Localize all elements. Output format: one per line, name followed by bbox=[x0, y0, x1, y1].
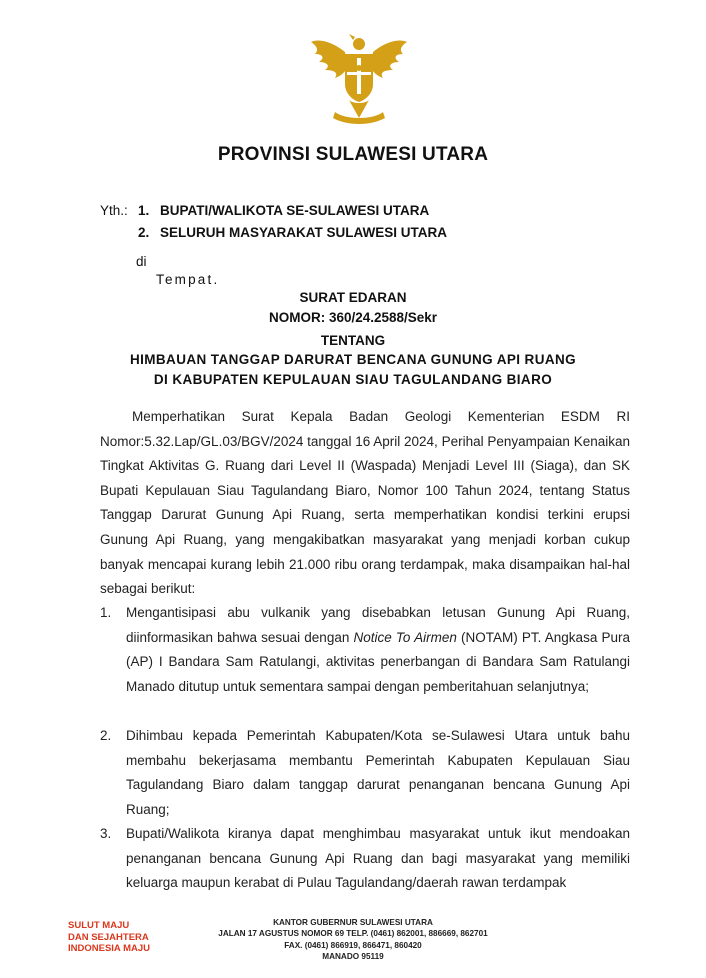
subject-line-2: DI KABUPATEN KEPULAUAN SIAU TAGULANDANG BIARO bbox=[153, 372, 553, 387]
tempat-label: Tempat. bbox=[156, 272, 220, 287]
footer-address bbox=[0, 917, 706, 963]
footer-fax: FAX. (0461) 866919, 866471, 860420 bbox=[284, 940, 422, 950]
doc-type: SURAT EDARAN bbox=[299, 290, 407, 305]
list-item: 2. Dihimbau kepada Pemerintah Kabupaten/Kota se-Sulawesi Utara untuk bahu membahu bekerjasama membantu Pemerintah Kabupaten Kepulauan Siau Tagulandang Biaro dalam tanggap darurat penanganan bencana Gunung Api Ruang; bbox=[100, 728, 630, 817]
subject-line-1: HIMBAUAN TANGGAP DARURAT BENCANA GUNUNG API RUANG bbox=[129, 352, 577, 367]
footer-street: JALAN 17 AGUSTUS NOMOR 69 TELP. (0461) 862001, 886669, 862701 bbox=[218, 929, 488, 939]
footer-city: MANADO 95119 bbox=[322, 952, 384, 962]
list-item: 1. Mengantisipasi abu vulkanik yang disebabkan letusan Gunung Api Ruang, diinformasikan bahwa sesuai dengan Notice To Airmen (NOTAM) PT. Angkasa Pura (AP) I Bandara Sam Ratulangi, aktivitas penerbangan di Bandara Sam Ratulangi Manado ditutup untuk sementara sampai dengan pemberitahuan selanjutnya; bbox=[100, 605, 630, 694]
province-title: PROVINSI SULAWESI UTARA bbox=[217, 144, 489, 165]
intro-paragraph-block bbox=[100, 405, 630, 602]
footer-office: KANTOR GUBERNUR SULAWESI UTARA bbox=[273, 918, 433, 927]
footer-slogan: SULUT MAJU DAN SEJAHTERA INDONESIA MAJU bbox=[68, 920, 150, 954]
intro-paragraph: Memperhatikan Surat Kepala Badan Geologi Kementerian ESDM RI Nomor:5.32.Lap/GL.03/BGV/2024 tanggal 16 April 2024, Perihal Penyampaian Kenaikan Tingkat Aktivitas G. Ruang dari Level II (Waspada) Menjadi Level III (Siaga), dan SK Bupati Kepulauan Siau Tagulandang Biaro, Nomor 100 Tahun 2024, tentang Status Tanggap Darurat Gunung Api Ruang, serta memperhatikan kondisi terkini erupsi Gunung Api Ruang, yang mengakibatkan masyarakat yang menjadi korban cukup banyak mencapai kurang lebih 21.000 ribu orang terdampak, maka disampaikan hal-hal sebagai berikut: bbox=[100, 409, 630, 597]
addressee-item: 2. SELURUH MASYARAKAT SULAWESI UTARA bbox=[138, 225, 448, 240]
garuda-emblem-icon bbox=[305, 28, 413, 128]
list-item: 3. Bupati/Walikota kiranya dapat menghimbau masyarakat untuk ikut mendoakan penanganan bencana Gunung Api Ruang dan bagi masyarakat yang memiliki keluarga maupun kerabat di Pulau Tagulandang/daerah rawan terdampak bbox=[100, 826, 630, 891]
about-label: TENTANG bbox=[320, 333, 386, 348]
addressee-label: Yth.: bbox=[100, 203, 128, 218]
di-label: di bbox=[136, 254, 147, 269]
doc-number: NOMOR: 360/24.2588/Sekr bbox=[268, 310, 438, 325]
addressee-item: 1. BUPATI/WALIKOTA SE-SULAWESI UTARA bbox=[138, 203, 430, 218]
